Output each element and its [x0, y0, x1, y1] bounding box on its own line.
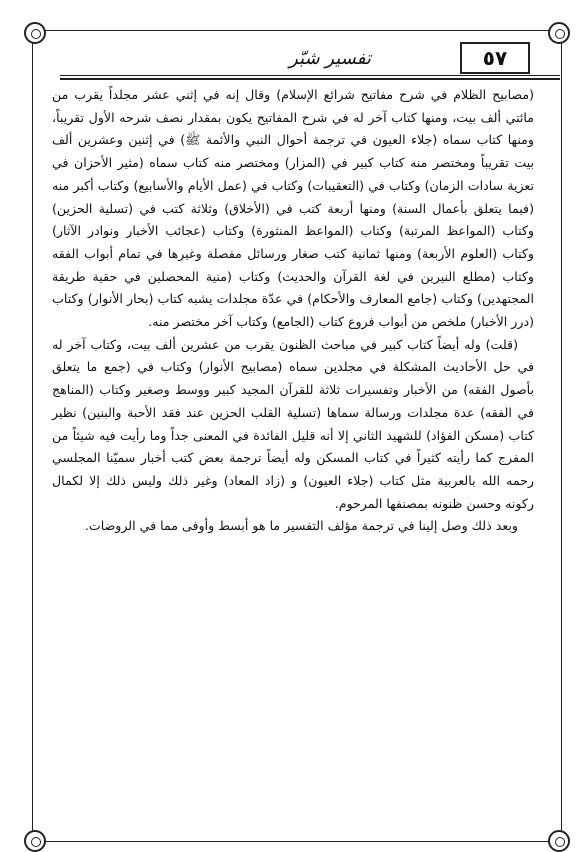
- corner-ornament-icon: [24, 22, 46, 44]
- page-number-box: [460, 42, 530, 74]
- page-number: ٥٧: [482, 46, 508, 70]
- corner-ornament-icon: [548, 22, 570, 44]
- header-rule: [60, 78, 560, 80]
- header-rule: [60, 75, 560, 76]
- page-body: [52, 84, 534, 538]
- corner-ornament-icon: [24, 830, 46, 852]
- paragraph: وبعد ذلك وصل إلينا في ترجمة مؤلف التفسير ما هو أبسط وأوفى مما في الروضات.: [84, 518, 518, 534]
- running-title: تفسير شبّر: [289, 48, 371, 69]
- paragraph: (مصابيح الظلام في شرح مفاتيح شرائع الإسلام) وقال إنه في إثني عشر مجلداً يقرب من مائتي ألف بيت، ومنها كتاب آخر له في شرح المفاتيح يكون بمقدار نصف شرحه الأول تقريباً، ومنها كتاب سماه (جلاء العيون في ترجمة أحوال النبي والأئمة ﷺ) في إثنين وعشرين ألف بيت تقريباً ومختصر منه كتاب كبير في (المزار) ومختصر منه كتاب سماه (مثير الأحزان في تعزية سادات الزمان) وكتاب في (التعقيبات) وكتاب في (عمل الأيام والأسابيع) وكتاب أكبر منه (فيما يتعلق بأعمال السنة) ومنها أربعة كتب في (الأخلاق) وثلاثة كتب في (تسلية الحزين) وكتاب (المواعظ المرتبة) وكتاب (المواعظ المنثورة) وكتاب (عجائب الأخبار ونوادر الآثار) وكتاب (العلوم الأربعة) ومنها ثمانية كتب صغار ورسائل مفصلة وغيرها في تمام أبواب الفقه وكتاب (مطلع النيرين في لغة القرآن والحديث) وكتاب (منية المحصلين في حقية طريقة المجتهدين) وكتاب (جامع المعارف والأحكام) في عدّة مجلدات يشبه كتاب (بحار الأنوار) وكتاب (درر الأخبار) ملخص من أبواب فروع كتاب (الجامع) وكتاب آخر مختصر منه.: [52, 87, 534, 330]
- corner-ornament-icon: [548, 830, 570, 852]
- paragraph: (قلت) وله أيضاً كتاب كبير في مباحث الظنون يقرب من عشرين ألف بيت، وكتاب آخر له في حل الأحاديث المشكلة في مجلدين سماه (مصابيح الأنوار) وكتاب في (جمع ما يتعلق بأصول الفقه) من الأخبار وتفسيرات ثلاثة للقرآن المجيد كبير ووسط وصغير وكتاب (المناهج في الفقه) عدة مجلدات ورسالة سماها (تسلية القلب الحزين عند فقد الأحبة والبنين) نظير كتاب (مسكن الفؤاد) للشهيد الثاني إلا أنه قليل الفائدة في المعنى جداً وما رأيت فيه شيئاً من المفرج كما رأيته كثيراً في كتاب المسكن وله أيضاً ترجمة بعض كتب أخبار سميّنا المجلسي رحمه الله بالعربية مثل كتاب (جلاء العيون) و (زاد المعاد) وغير ذلك وليس ذلك إلا لكمال ركونه وحسن ظنونه بمصنفها المرحوم.: [52, 336, 534, 511]
